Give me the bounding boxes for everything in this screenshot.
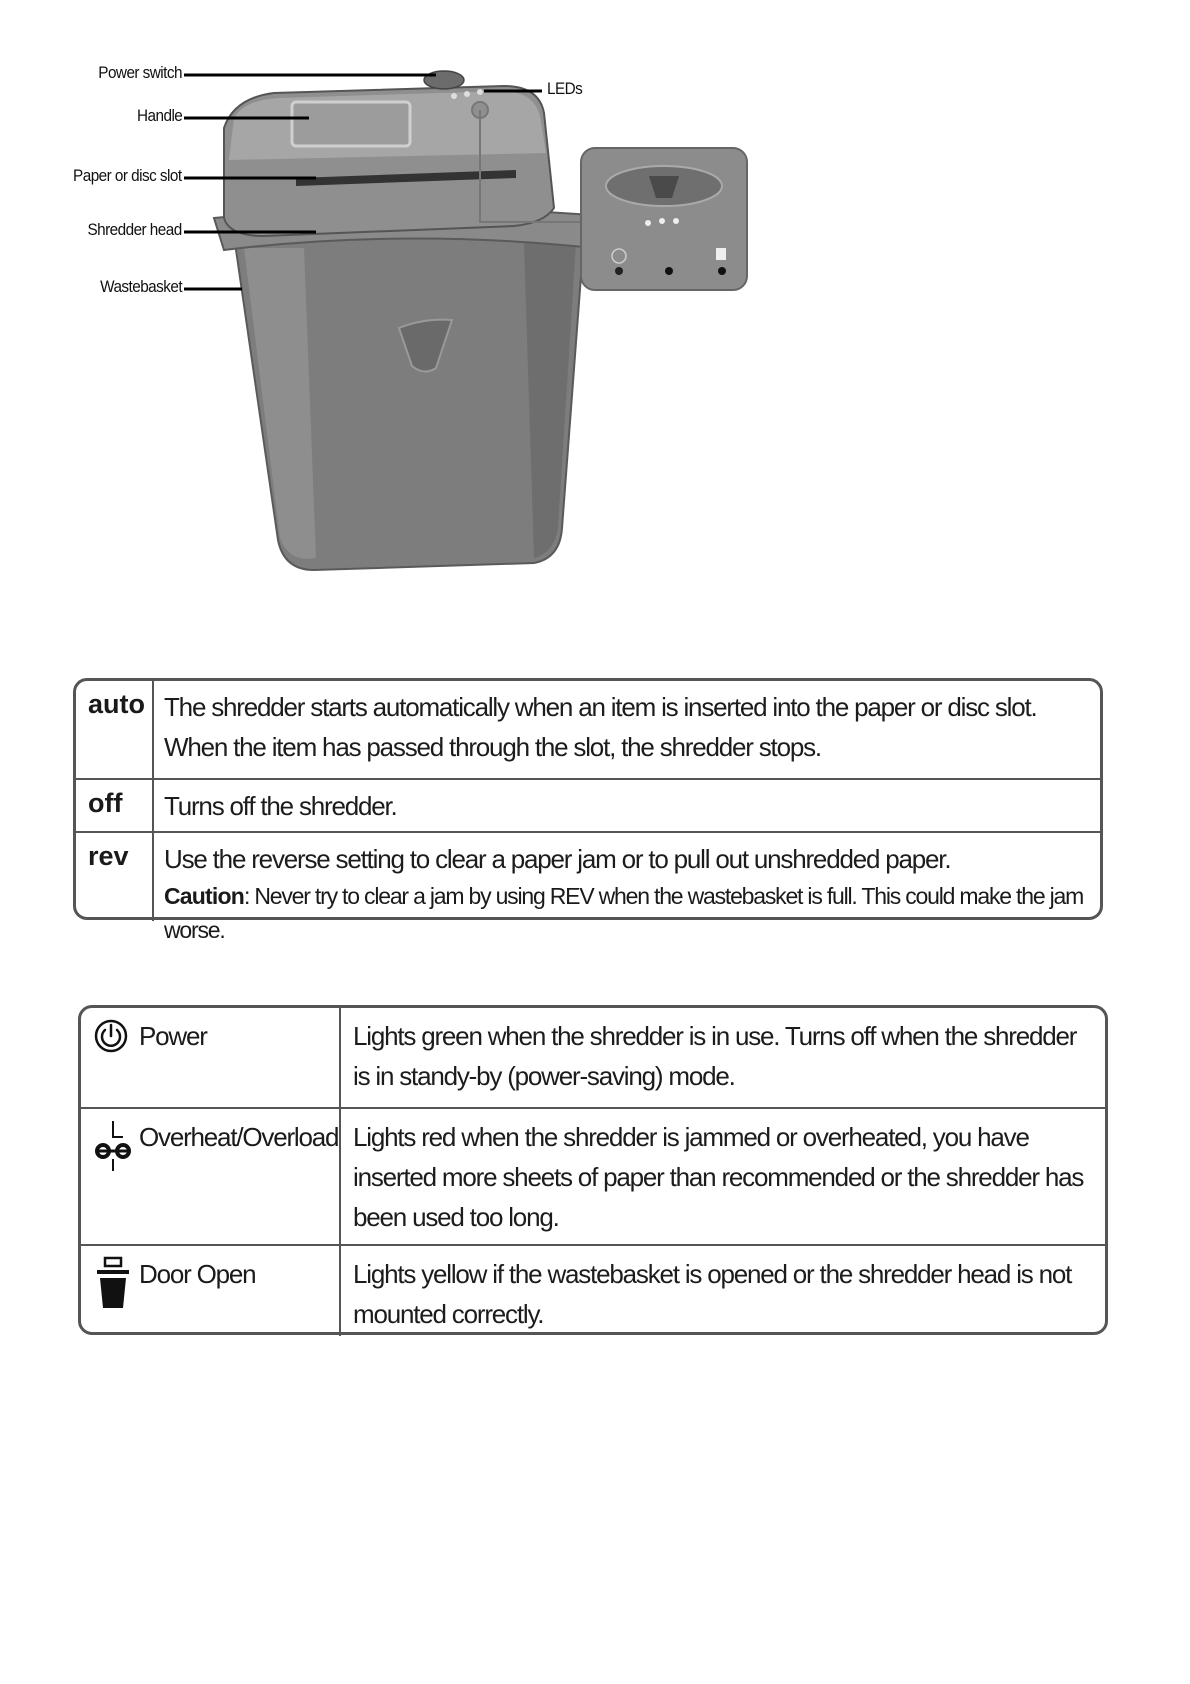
setting-key: auto xyxy=(76,681,154,778)
led-description: Lights red when the shredder is jammed or overheated, you have inserted more sheets of paper than recommended or the shredder has been used too long. xyxy=(353,1122,1084,1232)
caution-label: Caution xyxy=(164,883,244,909)
power-icon xyxy=(93,1016,133,1060)
setting-description: Turns off the shredder. xyxy=(164,791,397,821)
setting-key: rev xyxy=(76,833,154,921)
table-row xyxy=(76,831,1100,943)
callout-shredder-head: Shredder head xyxy=(87,220,182,239)
callout-handle: Handle xyxy=(136,106,182,125)
overheat-icon xyxy=(93,1117,133,1177)
setting-description: Use the reverse setting to clear a paper jam or to pull out unshredded paper. xyxy=(164,844,951,874)
callout-power-switch: Power switch xyxy=(98,63,182,82)
handle-recess xyxy=(292,102,410,146)
callout-paper-slot: Paper or disc slot xyxy=(73,166,182,185)
callout-wastebasket: Wastebasket xyxy=(100,277,182,296)
table-row xyxy=(76,778,1100,831)
table-row xyxy=(81,1008,1105,1107)
led-description: Lights green when the shredder is in use. Turns off when the shredder is in standy-by (power-saving) mode. xyxy=(353,1021,1077,1091)
settings-table xyxy=(73,678,1103,943)
setting-key: off xyxy=(76,780,154,831)
led-label: Door Open xyxy=(139,1259,256,1289)
led-label: Overheat/Overload xyxy=(139,1122,339,1152)
led-label: Power xyxy=(139,1021,207,1051)
callout-leds: LEDs xyxy=(547,79,583,98)
shredder-figure xyxy=(64,58,824,578)
table-row xyxy=(81,1244,1105,1336)
table-row xyxy=(76,681,1100,778)
led-description: Lights yellow if the wastebasket is opened or the shredder head is not mounted correctly. xyxy=(353,1259,1072,1329)
led-table xyxy=(78,1005,1108,1335)
control-panel-inset xyxy=(581,148,747,290)
setting-description: The shredder starts automatically when an item is inserted into the paper or disc slot. When the item has passed through the slot, the shredder stops. xyxy=(164,692,1037,762)
caution-note xyxy=(164,879,1090,947)
table-row xyxy=(81,1107,1105,1244)
shredder-illustration xyxy=(64,58,824,578)
caution-text: : Never try to clear a jam by using REV when the wastebasket is full. This could make the jam worse. xyxy=(164,883,1084,943)
door-open-icon xyxy=(93,1254,133,1310)
